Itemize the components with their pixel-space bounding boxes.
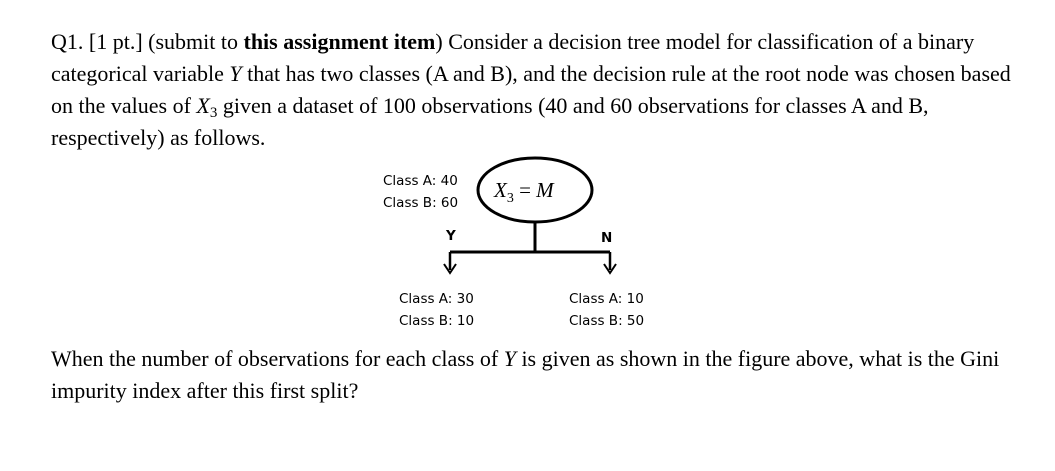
- question-prefix: Q1. [1 pt.] (submit to: [51, 29, 244, 54]
- followup-text: [51, 343, 1011, 407]
- variable-x-subscript: 3: [209, 105, 218, 121]
- root-class-a: Class A: 40: [383, 173, 458, 189]
- followup-text-2: is given as shown in the figure above, what is the Gini impurity index after this first split?: [51, 346, 1000, 403]
- right-arrow-icon: [604, 264, 616, 273]
- question-text-1: ) Consider a decision tree model for classification of a binary categorical variable: [51, 29, 975, 86]
- right-branch-label: N: [601, 230, 613, 246]
- right-class-a: Class A: 10: [569, 291, 644, 307]
- left-arrow-icon: [444, 264, 456, 273]
- left-branch-label: Y: [446, 228, 456, 244]
- node-val: M: [536, 178, 554, 202]
- root-node: [478, 158, 592, 222]
- question-text: [51, 26, 1011, 154]
- right-class-b: Class B: 50: [569, 313, 645, 329]
- node-sub: 3: [506, 191, 514, 206]
- variable-y: Y: [229, 61, 242, 86]
- left-class-b: Class B: 10: [399, 313, 475, 329]
- node-eq: =: [513, 178, 537, 202]
- question-text-3: given a dataset of 100 observations (40 and 60 observations for classes A and B, respectively) as follows.: [51, 93, 929, 150]
- question-text-2: that has two classes (A and B), and the decision rule at the root node was chosen based on the values of: [51, 61, 1011, 118]
- node-var: X: [494, 178, 507, 202]
- left-class-a: Class A: 30: [399, 291, 474, 307]
- followup-variable-y: Y: [503, 346, 516, 371]
- root-class-b: Class B: 60: [383, 195, 459, 211]
- root-node-label: [493, 178, 555, 206]
- question-bold: this assignment item: [243, 29, 436, 54]
- followup-text-1: When the number of observations for each class of: [51, 346, 504, 371]
- variable-x: X: [196, 93, 210, 118]
